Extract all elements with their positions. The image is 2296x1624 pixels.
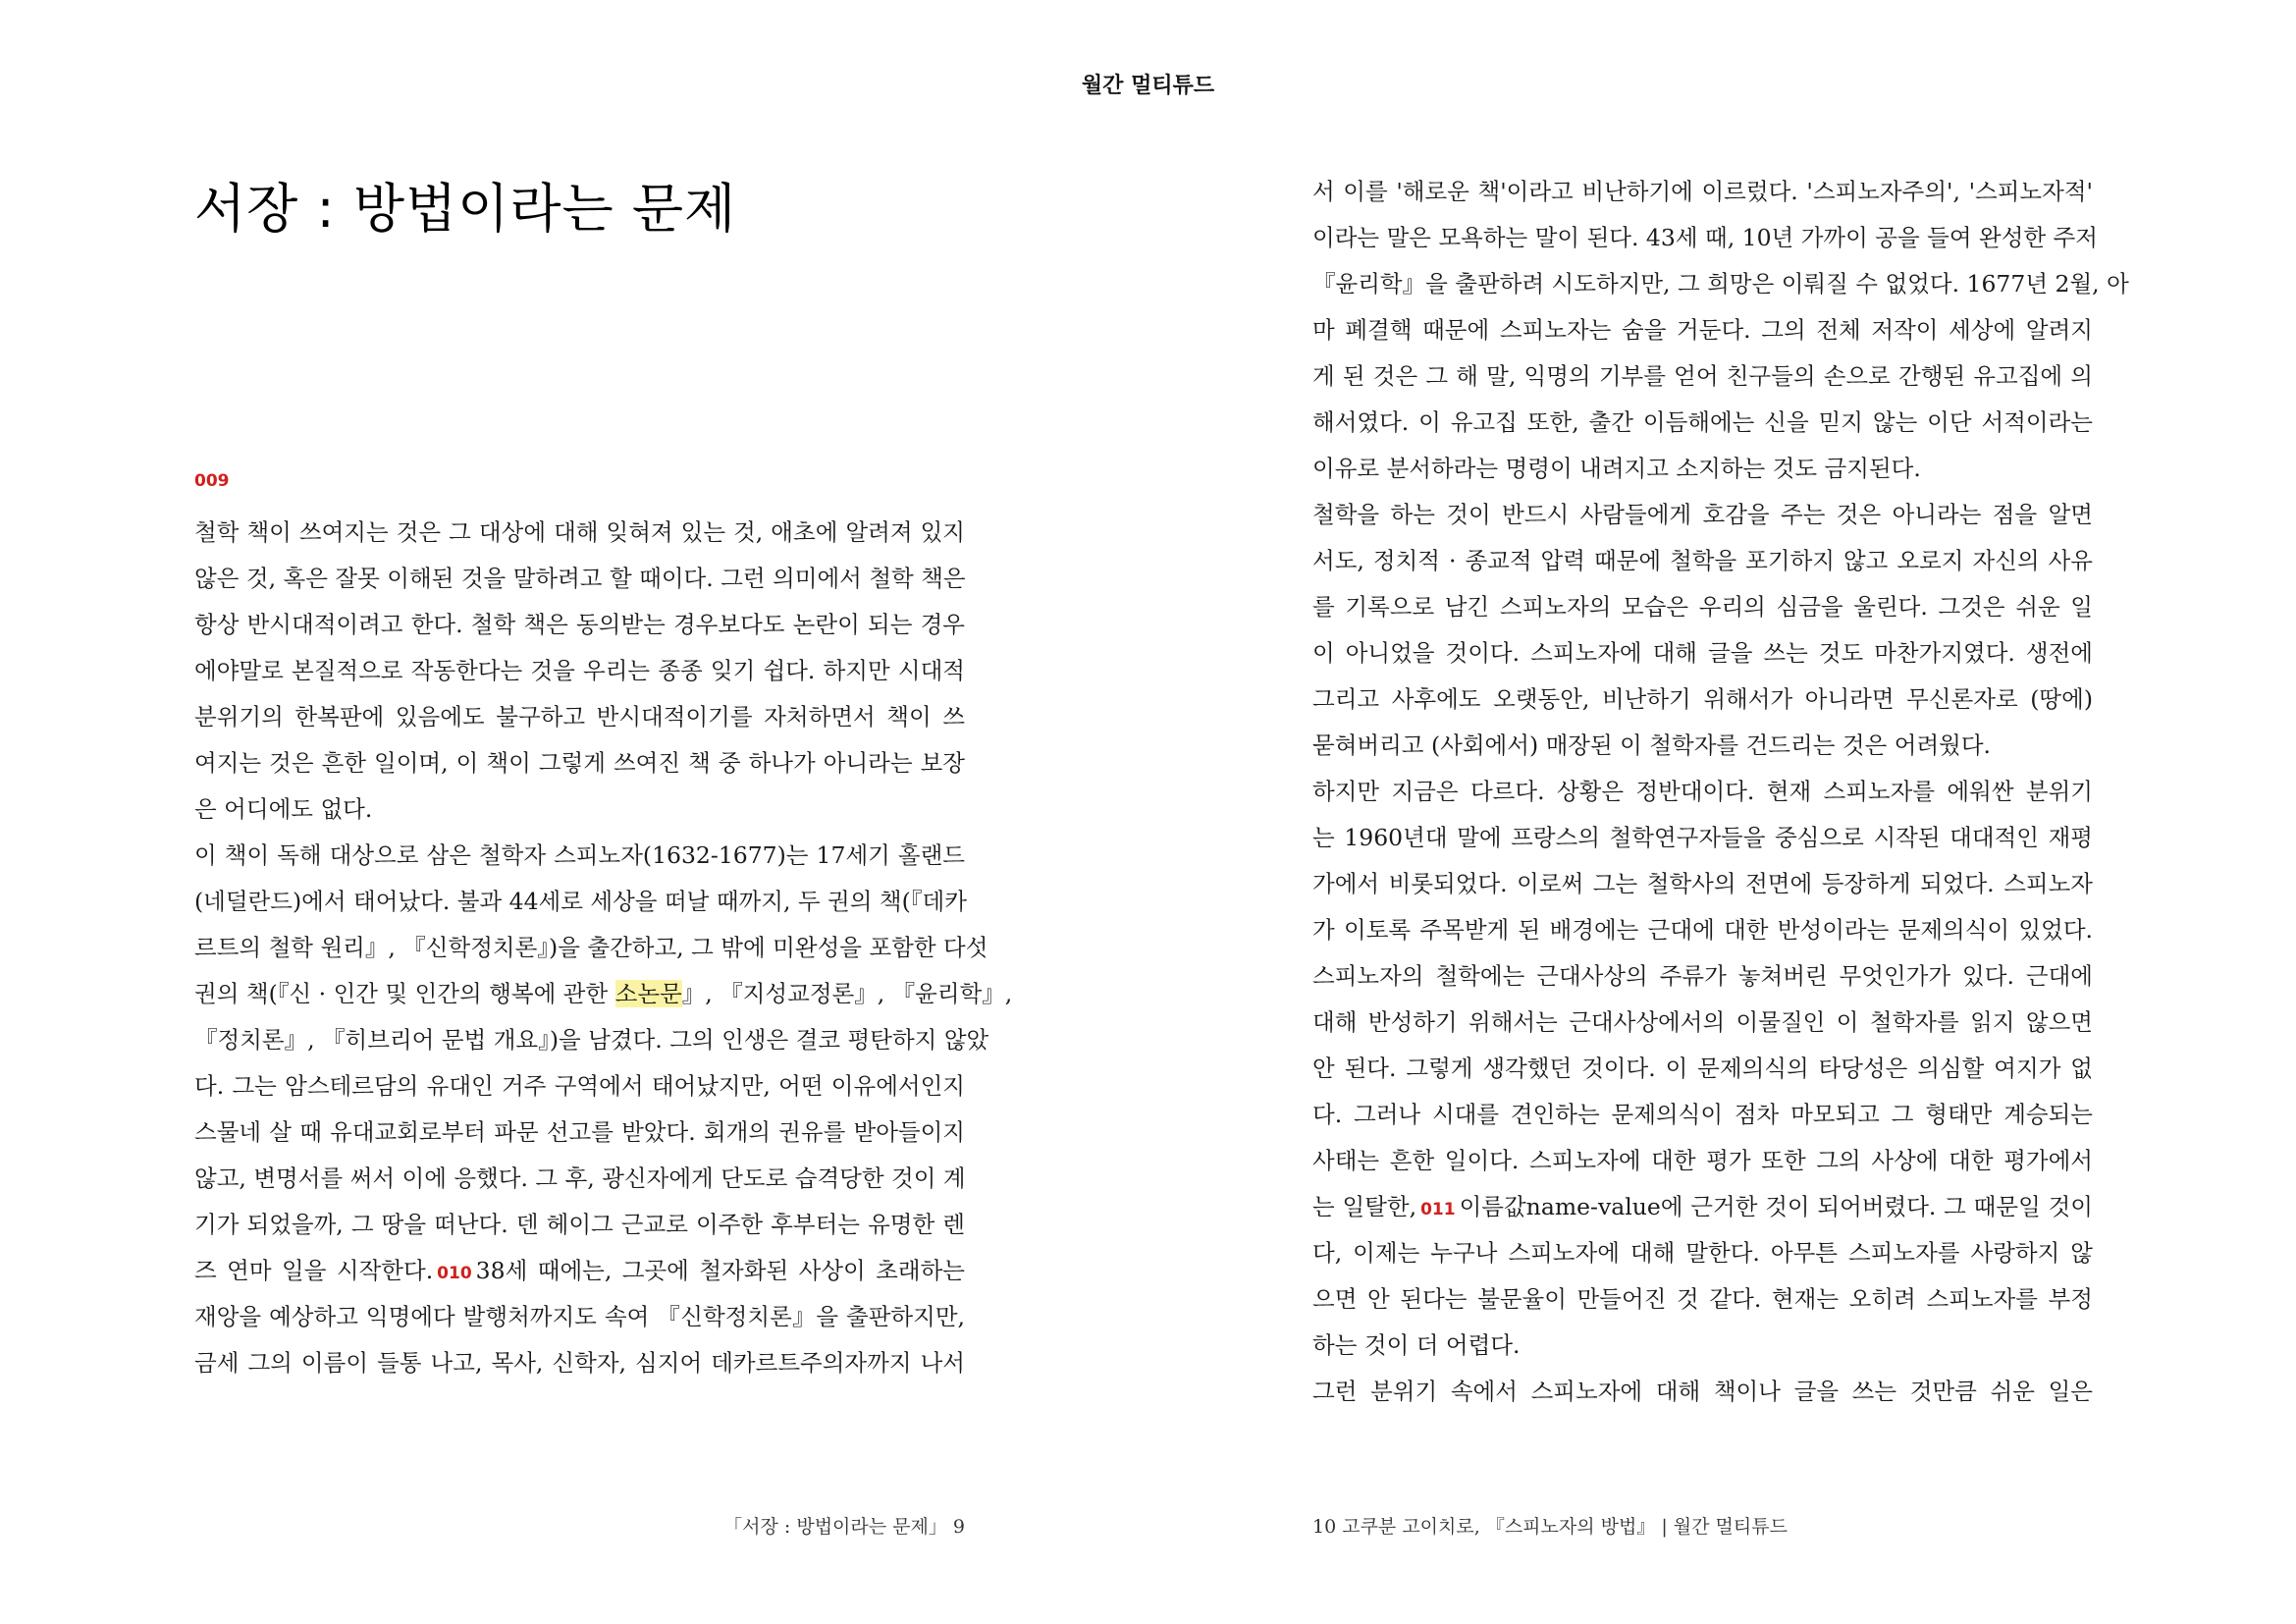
line-text: 는 일탈한, [1312,1193,1417,1220]
left-page-line [194,971,1013,1017]
right-page-line: 이라는 말은 모욕하는 말이 된다. 43세 때, 10년 가까이 공을 들여 완성한 주저 [1312,224,2099,251]
right-page-line: 대해 반성하기 위해서는 근대사상에서의 이물질인 이 철학자를 읽지 않으면 [1312,1008,2093,1036]
line-text: 38세 때에는, 그곳에 철자화된 사상이 초래하는 [475,1257,965,1284]
line-text: 즈 연마 일을 시작한다. [194,1257,434,1284]
right-page-line: 를 기록으로 남긴 스피노자의 모습은 우리의 심금을 울린다. 그것은 쉬운 일 [1312,593,2093,621]
right-page-line: 으면 안 된다는 불문율이 만들어진 것 같다. 현재는 오히려 스피노자를 부정 [1312,1285,2093,1313]
left-page-line: 은 어디에도 없다. [194,795,373,823]
page-marker: 011 [1420,1200,1456,1219]
right-page-line: 그런 분위기 속에서 스피노자에 대해 책이나 글을 쓰는 것만큼 쉬운 일은 [1312,1378,2093,1405]
left-page-line: 분위기의 한복판에 있음에도 불구하고 반시대적이기를 자처하면서 책이 쓰 [194,703,965,731]
right-page-line: 안 된다. 그렇게 생각했던 것이다. 이 문제의식의 타당성은 의심할 여지가 없 [1312,1055,2093,1082]
right-page-line: 가에서 비롯되었다. 이로써 그는 철학사의 전면에 등장하게 되었다. 스피노자 [1312,870,2093,897]
right-page-line: 철학을 하는 것이 반드시 사람들에게 호감을 주는 것은 아니라는 점을 알면 [1312,501,2093,528]
right-page-line: 해서였다. 이 유고집 또한, 출간 이듬해에는 신을 믿지 않는 이단 서적이라는 [1312,408,2093,436]
right-page-line: 이 아니었을 것이다. 스피노자에 대해 글을 쓰는 것도 마찬가지였다. 생전에 [1312,639,2093,667]
line-text: 르트의 철학 원리』, 『신학정치론』)을 출간하고, 그 밖에 미완성을 포함한 다섯 [194,934,988,961]
right-page-line: 그리고 사후에도 오랫동안, 비난하기 위해서가 아니라면 무신론자로 (땅에) [1312,685,2093,713]
left-page-line: 항상 반시대적이려고 한다. 철학 책은 동의받는 경우보다도 논란이 되는 경우 [194,611,965,638]
left-page-line: 에야말로 본질적으로 작동한다는 것을 우리는 종종 잊기 쉽다. 하지만 시대적 [194,657,965,684]
right-page-line: 하지만 지금은 다르다. 상황은 정반대이다. 현재 스피노자를 에워싼 분위기 [1312,778,2093,805]
line-text: 권의 책(『신 · 인간 및 인간의 행복에 관한 [194,980,615,1007]
left-page-line: 철학 책이 쓰여지는 것은 그 대상에 대해 잊혀져 있는 것, 애초에 알려져 있지 [194,518,965,546]
left-page-body [194,510,1013,1386]
right-page-line: 서도, 정치적 · 종교적 압력 때문에 철학을 포기하지 않고 오로지 자신의 사유 [1312,547,2093,574]
right-page-line: 이유로 분서하라는 명령이 내려지고 소지하는 것도 금지된다. [1312,455,1921,482]
left-page-footer: 「서장 : 방법이라는 문제」 9 [723,1516,965,1538]
line-text: 』, 『지성교정론』, 『윤리학』, [681,980,1013,1007]
right-page-footer: 10 고쿠분 고이치로, 『스피노자의 방법』 | 월간 멀티튜드 [1312,1516,1788,1538]
right-page-line: 서 이를 '해로운 책'이라고 비난하기에 이르렀다. '스피노자주의', '스피노자적' [1312,178,2093,205]
left-page-line: 않고, 변명서를 써서 이에 응했다. 그 후, 광신자에게 단도로 습격당한 것이 계 [194,1164,966,1192]
left-page-line: (네덜란드)에서 태어났다. 불과 44세로 세상을 떠날 때까지, 두 권의 책(『데카 [194,888,967,915]
highlighted-text: 소논문 [614,980,682,1007]
right-page-line: 사태는 흔한 일이다. 스피노자에 대한 평가 또한 그의 사상에 대한 평가에서 [1312,1147,2093,1174]
left-page-line: 『정치론』, 『히브리어 문법 개요』)을 남겼다. 그의 인생은 결코 평탄하지 않았 [194,1026,989,1054]
right-page-line: 게 된 것은 그 해 말, 익명의 기부를 얻어 친구들의 손으로 간행된 유고집에 의 [1312,362,2093,390]
left-page-line: 재앙을 예상하고 익명에다 발행처까지도 속여 『신학정치론』을 출판하지만, [194,1303,965,1330]
page-marker: 010 [437,1264,472,1283]
right-page-line: 마 폐결핵 때문에 스피노자는 숨을 거둔다. 그의 전체 저작이 세상에 알려지 [1312,316,2093,344]
journal-header: 월간 멀티튜드 [1081,74,1215,98]
left-page-line: 스물네 살 때 유대교회로부터 파문 선고를 받았다. 회개의 권유를 받아들이지 [194,1118,965,1146]
left-page-line: 다. 그는 암스테르담의 유대인 거주 구역에서 태어났지만, 어떤 이유에서인지 [194,1072,965,1100]
right-page-body [1312,169,2129,1415]
right-page-line: 가 이토록 주목받게 된 배경에는 근대에 대한 반성이라는 문제의식이 있었다. [1312,916,2093,944]
right-page-line: 『윤리학』을 출판하려 시도하지만, 그 희망은 이뤄질 수 없었다. 1677년 2월, 아 [1312,270,2129,298]
left-page-line [194,1248,965,1294]
chapter-title: 서장 : 방법이라는 문제 [194,178,737,240]
left-page-line: 금세 그의 이름이 들통 나고, 목사, 신학자, 심지어 데카르트주의자까지 나서 [194,1349,965,1377]
right-page-line: 는 1960년대 말에 프랑스의 철학연구자들을 중심으로 시작된 대대적인 재평 [1312,824,2093,851]
right-page-line: 다. 그러나 시대를 견인하는 문제의식이 점차 마모되고 그 형태만 계승되는 [1312,1101,2093,1128]
right-page-line: 묻혀버리고 (사회에서) 매장된 이 철학자를 건드리는 것은 어려웠다. [1312,731,1992,759]
right-page-line [1312,1184,2093,1230]
right-page-line: 하는 것이 더 어렵다. [1312,1331,1521,1359]
line-text: 이름값name-value에 근거한 것이 되어버렸다. 그 때문일 것이 [1459,1193,2093,1220]
left-page-line: 이 책이 독해 대상으로 삼은 철학자 스피노자(1632-1677)는 17세기 홀랜드 [194,841,965,869]
section-marker-009: 009 [194,471,230,491]
left-page-line [194,925,988,971]
left-page-line: 않은 것, 혹은 잘못 이해된 것을 말하려고 할 때이다. 그런 의미에서 철학 책은 [194,565,966,592]
right-page-line: 다, 이제는 누구나 스피노자에 대해 말한다. 아무튼 스피노자를 사랑하지 않 [1312,1239,2093,1267]
left-page-line: 여지는 것은 흔한 일이며, 이 책이 그렇게 쓰여진 책 중 하나가 아니라는 보장 [194,749,965,777]
left-page-line: 기가 되었을까, 그 땅을 떠난다. 덴 헤이그 근교로 이주한 후부터는 유명한 렌 [194,1211,965,1238]
right-page-line: 스피노자의 철학에는 근대사상의 주류가 놓쳐버린 무엇인가가 있다. 근대에 [1312,962,2093,990]
